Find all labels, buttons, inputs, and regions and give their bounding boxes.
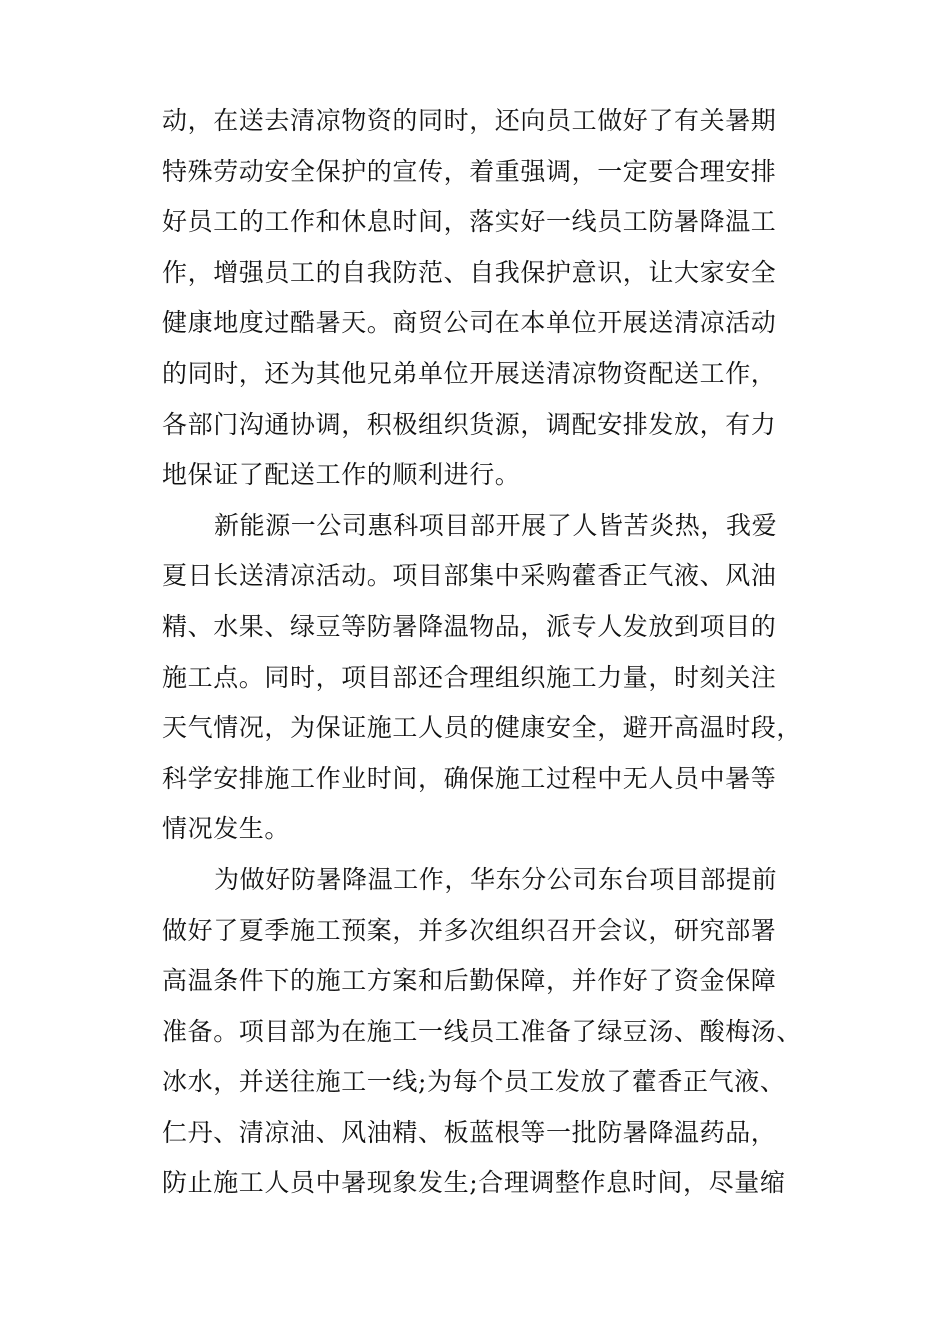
paragraph-2	[162, 501, 802, 855]
text-line: 作，增强员工的自我防范、自我保护意识，让大家安全	[162, 257, 777, 287]
text-line: 新能源一公司惠科项目部开展了人皆苦炎热，我爱	[214, 510, 778, 540]
text-line: 特殊劳动安全保护的宣传，着重强调，一定要合理安排	[162, 156, 777, 186]
text-line: 准备。项目部为在施工一线员工准备了绿豆汤、酸梅汤、	[162, 1016, 803, 1046]
text-line: 动，在送去清凉物资的同时，还向员工做好了有关暑期	[162, 106, 777, 135]
text-line: 高温条件下的施工方案和后勤保障，并作好了资金保障	[162, 966, 777, 996]
paragraph-3	[162, 855, 802, 1209]
text-line: 夏日长送清凉活动。项目部集中采购藿香正气液、风油	[162, 561, 777, 591]
text-line: 做好了夏季施工预案，并多次组织召开会议，研究部署	[162, 915, 777, 945]
text-line: 健康地度过酷暑天。商贸公司在本单位开展送清凉活动	[162, 308, 777, 338]
text-line: 各部门沟通协调，积极组织货源，调配安排发放，有力	[162, 409, 777, 439]
text-line: 冰水，并送往施工一线;为每个员工发放了藿香正气液、	[162, 1067, 786, 1097]
text-line: 精、水果、绿豆等防暑降温物品，派专人发放到项目的	[162, 611, 777, 641]
text-line: 为做好防暑降温工作，华东分公司东台项目部提前	[214, 864, 778, 894]
text-line: 情况发生。	[162, 814, 291, 844]
text-line: 施工点。同时，项目部还合理组织施工力量，时刻关注	[162, 662, 777, 692]
paragraph-1	[162, 96, 802, 501]
text-line: 好员工的工作和休息时间，落实好一线员工防暑降温工	[162, 207, 777, 237]
text-line: 仁丹、清凉油、风油精、板蓝根等一批防暑降温药品，	[162, 1117, 777, 1147]
text-line: 的同时，还为其他兄弟单位开展送清凉物资配送工作，	[162, 358, 777, 388]
text-line: 防止施工人员中暑现象发生;合理调整作息时间，尽量缩	[162, 1168, 786, 1198]
text-line: 天气情况，为保证施工人员的健康安全，避开高温时段，	[162, 713, 803, 743]
document-body	[162, 96, 802, 1209]
text-line: 科学安排施工作业时间，确保施工过程中无人员中暑等	[162, 763, 777, 793]
text-line: 地保证了配送工作的顺利进行。	[162, 460, 521, 490]
